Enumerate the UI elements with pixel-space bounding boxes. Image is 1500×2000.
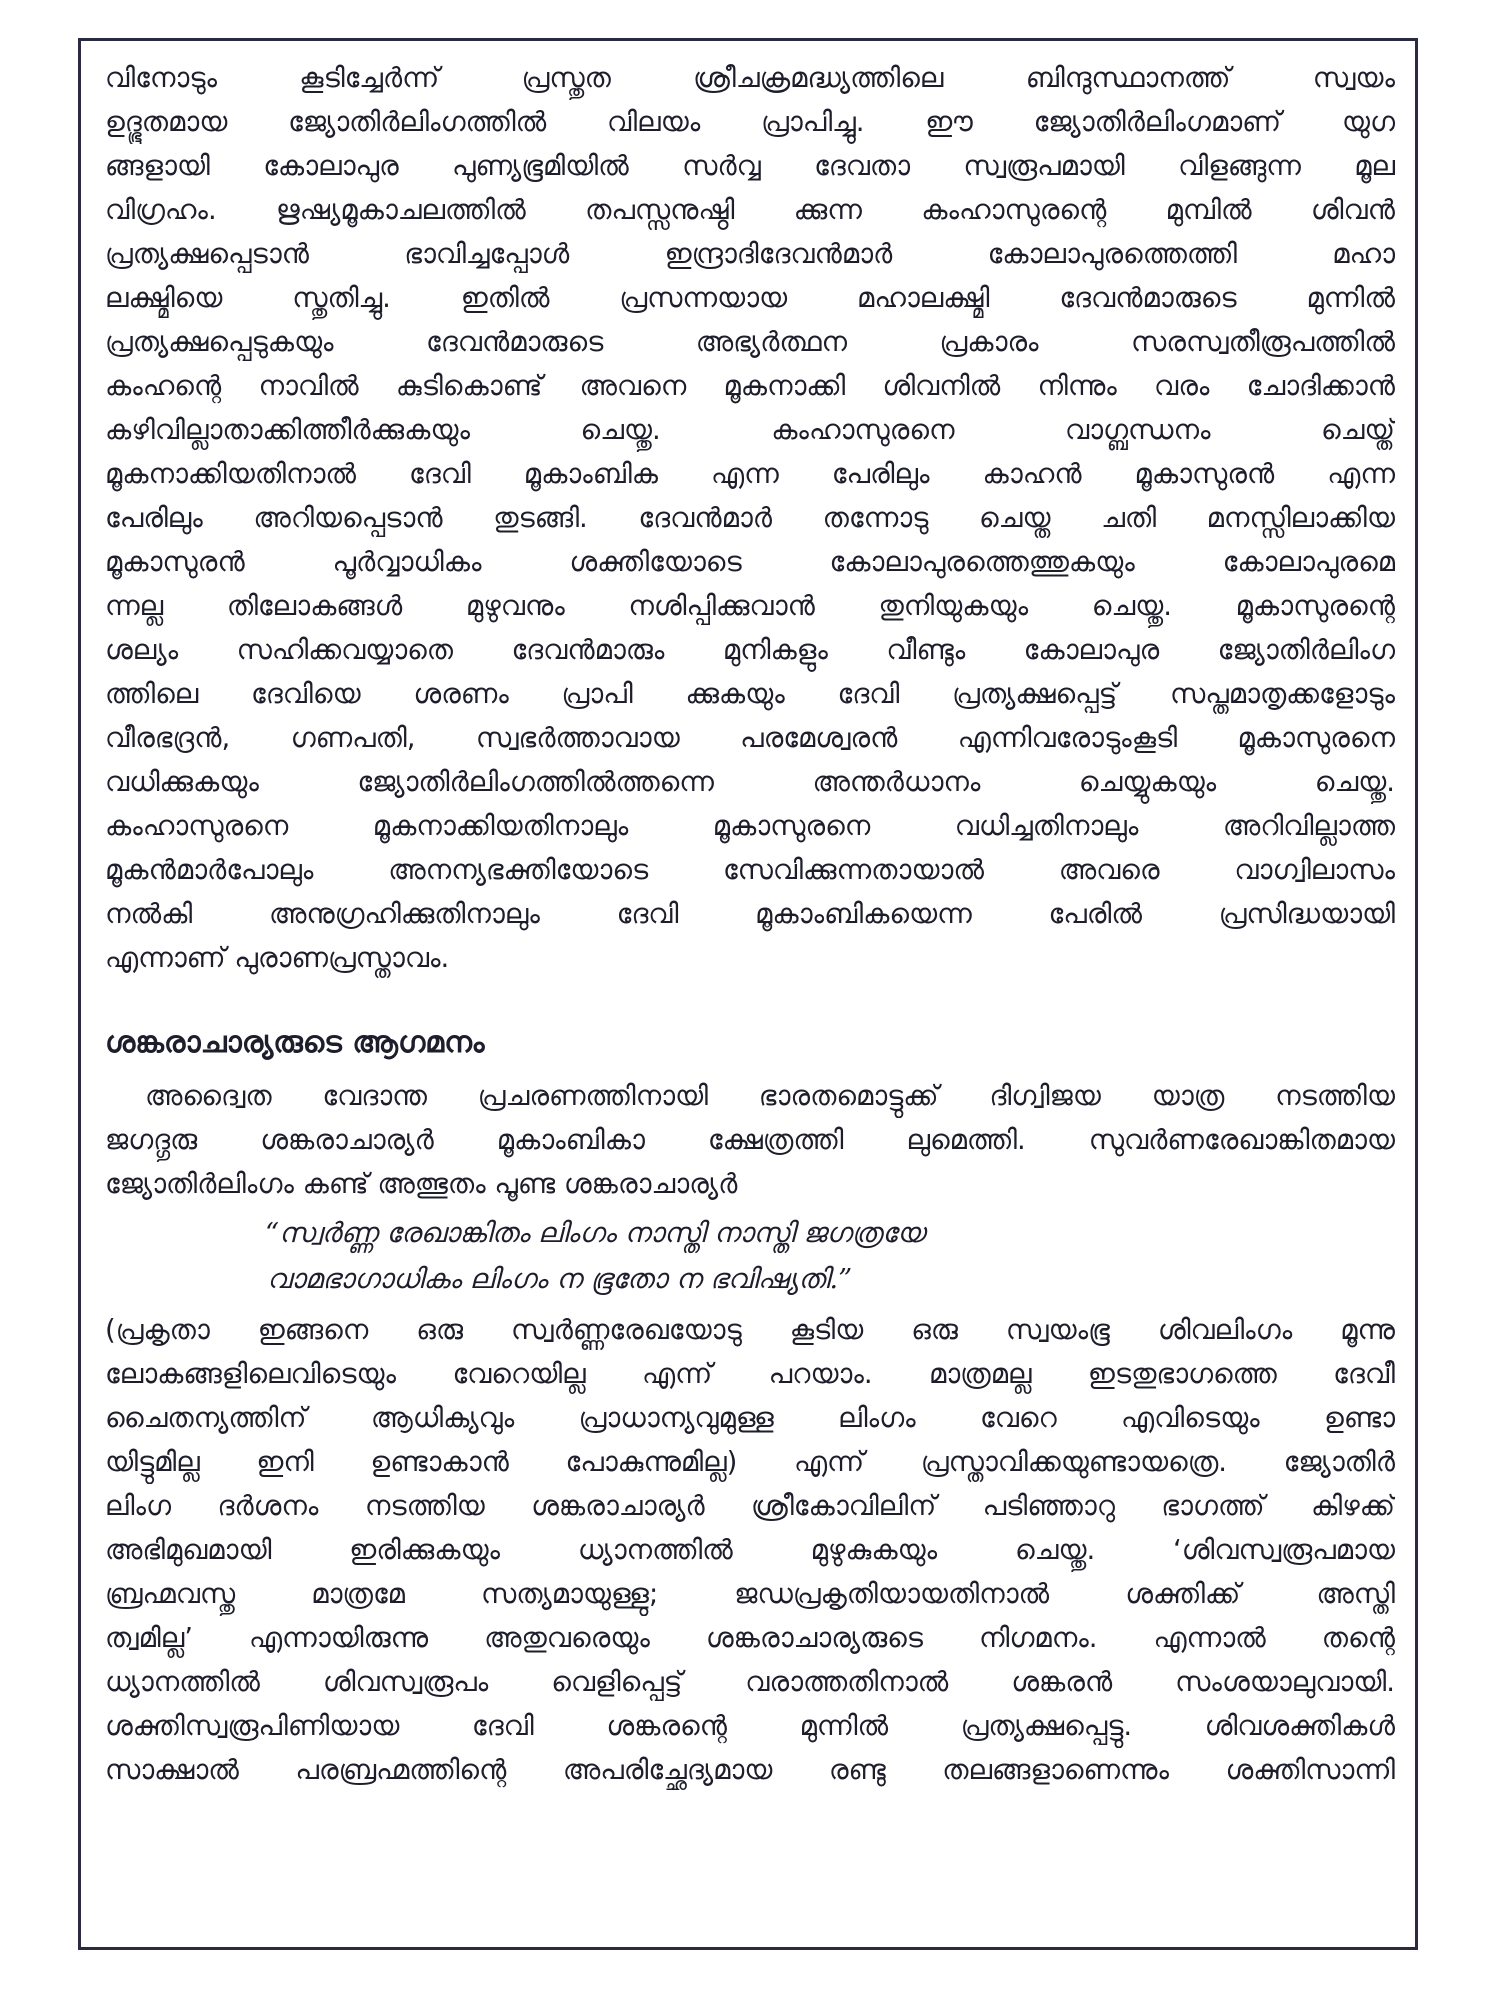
text-line: യിട്ടുമില്ല ഇനി ഉണ്ടാകാൻ പോകുന്നുമില്ല) എന്ന് പ്രസ്താവിക്കയുണ്ടായത്രെ. ജ്യോതിർ — [105, 1446, 1395, 1478]
paragraph-mookambika-legend — [105, 56, 1395, 980]
text-line: ജഗദ്ഗുരു ശങ്കരാചാര്യർ മൂകാംബികാ ക്ഷേത്രത്തി ലുമെത്തി. സുവർണരേഖാങ്കിതമായ — [105, 1124, 1395, 1156]
text-line: ലോകങ്ങളിലെവിടെയും വേറെയില്ല എന്ന് പറയാം. മാത്രമല്ല ഇടതുഭാഗത്തെ ദേവീ — [105, 1358, 1395, 1390]
text-line: കംഹന്റെ നാവിൽ കുടികൊണ്ട് അവനെ മൂകനാക്കി ശിവനിൽ നിന്നും വരം ചോദിക്കാൻ — [105, 370, 1395, 402]
text-line: ബ്രഹ്മവസ്തു മാത്രമേ സത്യമായുള്ളു; ജഡപ്രകൃതിയായതിനാൽ ശക്തിക്ക് അസ്തി — [105, 1578, 1395, 1610]
text-line: വിനോടും കൂടിച്ചേർന്ന് പ്രസ്തുത ശ്രീചക്രമദ്ധ്യത്തിലെ ബിന്ദുസ്ഥാനത്ത് സ്വയം — [105, 62, 1395, 94]
text-line: ജ്യോതിർലിംഗം കണ്ട് അത്ഭുതം പൂണ്ട ശങ്കരാചാര്യർ — [105, 1168, 738, 1200]
text-line: പ്രത്യക്ഷപ്പെടുകയും ദേവൻമാരുടെ അഭ്യർത്ഥന പ്രകാരം സരസ്വതീരൂപത്തിൽ — [105, 326, 1395, 358]
text-line: വീരഭദ്രൻ, ഗണപതി, സ്വഭർത്താവായ പരമേശ്വരൻ എന്നിവരോടുംകൂടി മൂകാസുരനെ — [105, 722, 1395, 754]
text-line: ന്നല്ല തിലോകങ്ങൾ മുഴുവനും നശിപ്പിക്കുവാൻ തുനിയുകയും ചെയ്തു. മൂകാസുരന്റെ — [105, 590, 1395, 622]
text-line: ശല്യം സഹിക്കവയ്യാതെ ദേവൻമാരും മുനികളും വീണ്ടും കോലാപുര ജ്യോതിർലിംഗ — [105, 634, 1395, 666]
text-line: നൽകി അനുഗ്രഹിക്കുതിനാലും ദേവി മൂകാംബികയെന്ന പേരിൽ പ്രസിദ്ധയായി — [105, 898, 1395, 930]
text-line: സാക്ഷാൽ പരബ്രഹ്മത്തിന്റെ അപരിച്ഛേദ്യമായ രണ്ടു തലങ്ങളാണെന്നും ശക്തിസാന്നി — [105, 1754, 1395, 1786]
verse-line: വാമഭാഗാധികം ലിംഗം ന ഭൂതോ ന ഭവിഷ്യതി.” — [267, 1263, 853, 1295]
text-line: അദ്വൈത വേദാന്ത പ്രചരണത്തിനായി ഭാരതമൊട്ടുക്ക് ദിഗ്വിജയ യാത്ര നടത്തിയ — [145, 1080, 1395, 1112]
text-line: മൂകാസുരൻ പൂർവ്വാധികം ശക്തിയോടെ കോലാപുരത്തെത്തുകയും കോലാപുരമെ — [105, 546, 1395, 578]
text-line: എന്നാണ് പുരാണപ്രസ്താവം. — [105, 942, 450, 974]
text-line: അഭിമുഖമായി ഇരിക്കുകയും ധ്യാനത്തിൽ മുഴുകുകയും ചെയ്തു. ‘ശിവസ്വരൂപമായ — [105, 1534, 1395, 1566]
text-line: ത്വമില്ല’ എന്നായിരുന്നു അതുവരെയും ശങ്കരാചാര്യരുടെ നിഗമനം. എന്നാൽ തന്റെ — [105, 1622, 1395, 1654]
verse-line: “സ്വർണ്ണ രേഖാങ്കിതം ലിംഗം നാസ്തി നാസ്തി ജഗത്രയേ — [265, 1217, 925, 1249]
document-page — [105, 56, 1395, 1936]
text-line: പ്രത്യക്ഷപ്പെടാൻ ഭാവിച്ചപ്പോൾ ഇന്ദ്രാദിദേവൻമാർ കോലാപുരത്തെത്തി മഹാ — [105, 238, 1395, 270]
text-line: പേരിലും അറിയപ്പെടാൻ തുടങ്ങി. ദേവൻമാർ തന്നോടു ചെയ്ത ചതി മനസ്സിലാക്കിയ — [105, 502, 1395, 534]
text-line: ചൈതന്യത്തിന് ആധിക്യവും പ്രാധാന്യവുമുള്ള ലിംഗം വേറെ എവിടെയും ഉണ്ടാ — [105, 1402, 1395, 1434]
text-line: വധിക്കുകയും ജ്യോതിർലിംഗത്തിൽത്തന്നെ അന്തർധാനം ചെയ്യുകയും ചെയ്തു. — [105, 766, 1395, 798]
text-line: മൂകനാക്കിയതിനാൽ ദേവി മൂകാംബിക എന്ന പേരിലും കാഹൻ മൂകാസുരൻ എന്ന — [105, 458, 1395, 490]
text-line: ലക്ഷ്മിയെ സ്തുതിച്ചു. ഇതിൽ പ്രസന്നയായ മഹാലക്ഷ്മി ദേവൻമാരുടെ മുന്നിൽ — [105, 282, 1395, 314]
text-line: ലിംഗ ദർശനം നടത്തിയ ശങ്കരാചാര്യർ ശ്രീകോവിലിന് പടിഞ്ഞാറു ഭാഗത്ത് കിഴക്ക് — [105, 1490, 1395, 1522]
text-line: ത്തിലെ ദേവിയെ ശരണം പ്രാപി ക്കുകയും ദേവി പ്രത്യക്ഷപ്പെട്ട് സപ്തമാതൃക്കളോടും — [105, 678, 1395, 710]
text-line: കംഹാസുരനെ മൂകനാക്കിയതിനാലും മൂകാസുരനെ വധിച്ചതിനാലും അറിവില്ലാത്ത — [105, 810, 1395, 842]
paragraph-shankaracharya-arrival — [105, 1074, 1395, 1206]
text-line: ങ്ങളായി കോലാപുര പുണ്യഭൂമിയിൽ സർവ്വ ദേവതാ സ്വരൂപമായി വിളങ്ങുന്ന മൂല — [105, 150, 1395, 182]
text-line: കഴിവില്ലാതാക്കിത്തീർക്കുകയും ചെയ്തു. കംഹാസുരനെ വാഗ്ബന്ധനം ചെയ്ത് — [105, 414, 1395, 446]
text-line: ധ്യാനത്തിൽ ശിവസ്വരൂപം വെളിപ്പെട്ട് വരാത്തതിനാൽ ശങ്കരൻ സംശയാലുവായി. — [105, 1666, 1395, 1698]
text-line: മൂകൻമാർപോലും അനന്യഭക്തിയോടെ സേവിക്കുന്നതായാൽ അവരെ വാഗ്വിലാസം — [105, 854, 1395, 886]
text-line: ഉദ്ഭൂതമായ ജ്യോതിർലിംഗത്തിൽ വിലയം പ്രാപിച്ചു. ഈ ജ്യോതിർലിംഗമാണ് യുഗ — [105, 106, 1395, 138]
text-line: (പ്രകൃതാ ഇങ്ങനെ ഒരു സ്വർണ്ണരേഖയോടു കൂടിയ ഒരു സ്വയംഭൂ ശിവലിംഗം മൂന്നു — [105, 1314, 1395, 1346]
section-heading: ശങ്കരാചാര്യരുടെ ആഗമനം — [105, 1025, 485, 1060]
sanskrit-verse-quote — [265, 1210, 1395, 1302]
text-line: വിഗ്രഹം. ഋഷ്യമൂകാചലത്തിൽ തപസ്സനുഷ്ഠി ക്കുന്ന കംഹാസുരന്റെ മുമ്പിൽ ശിവൻ — [105, 194, 1395, 226]
paragraph-verse-explanation — [105, 1308, 1395, 1792]
text-line: ശക്തിസ്വരൂപിണിയായ ദേവി ശങ്കരന്റെ മുന്നിൽ പ്രത്യക്ഷപ്പെട്ടു. ശിവശക്തികൾ — [105, 1710, 1395, 1742]
